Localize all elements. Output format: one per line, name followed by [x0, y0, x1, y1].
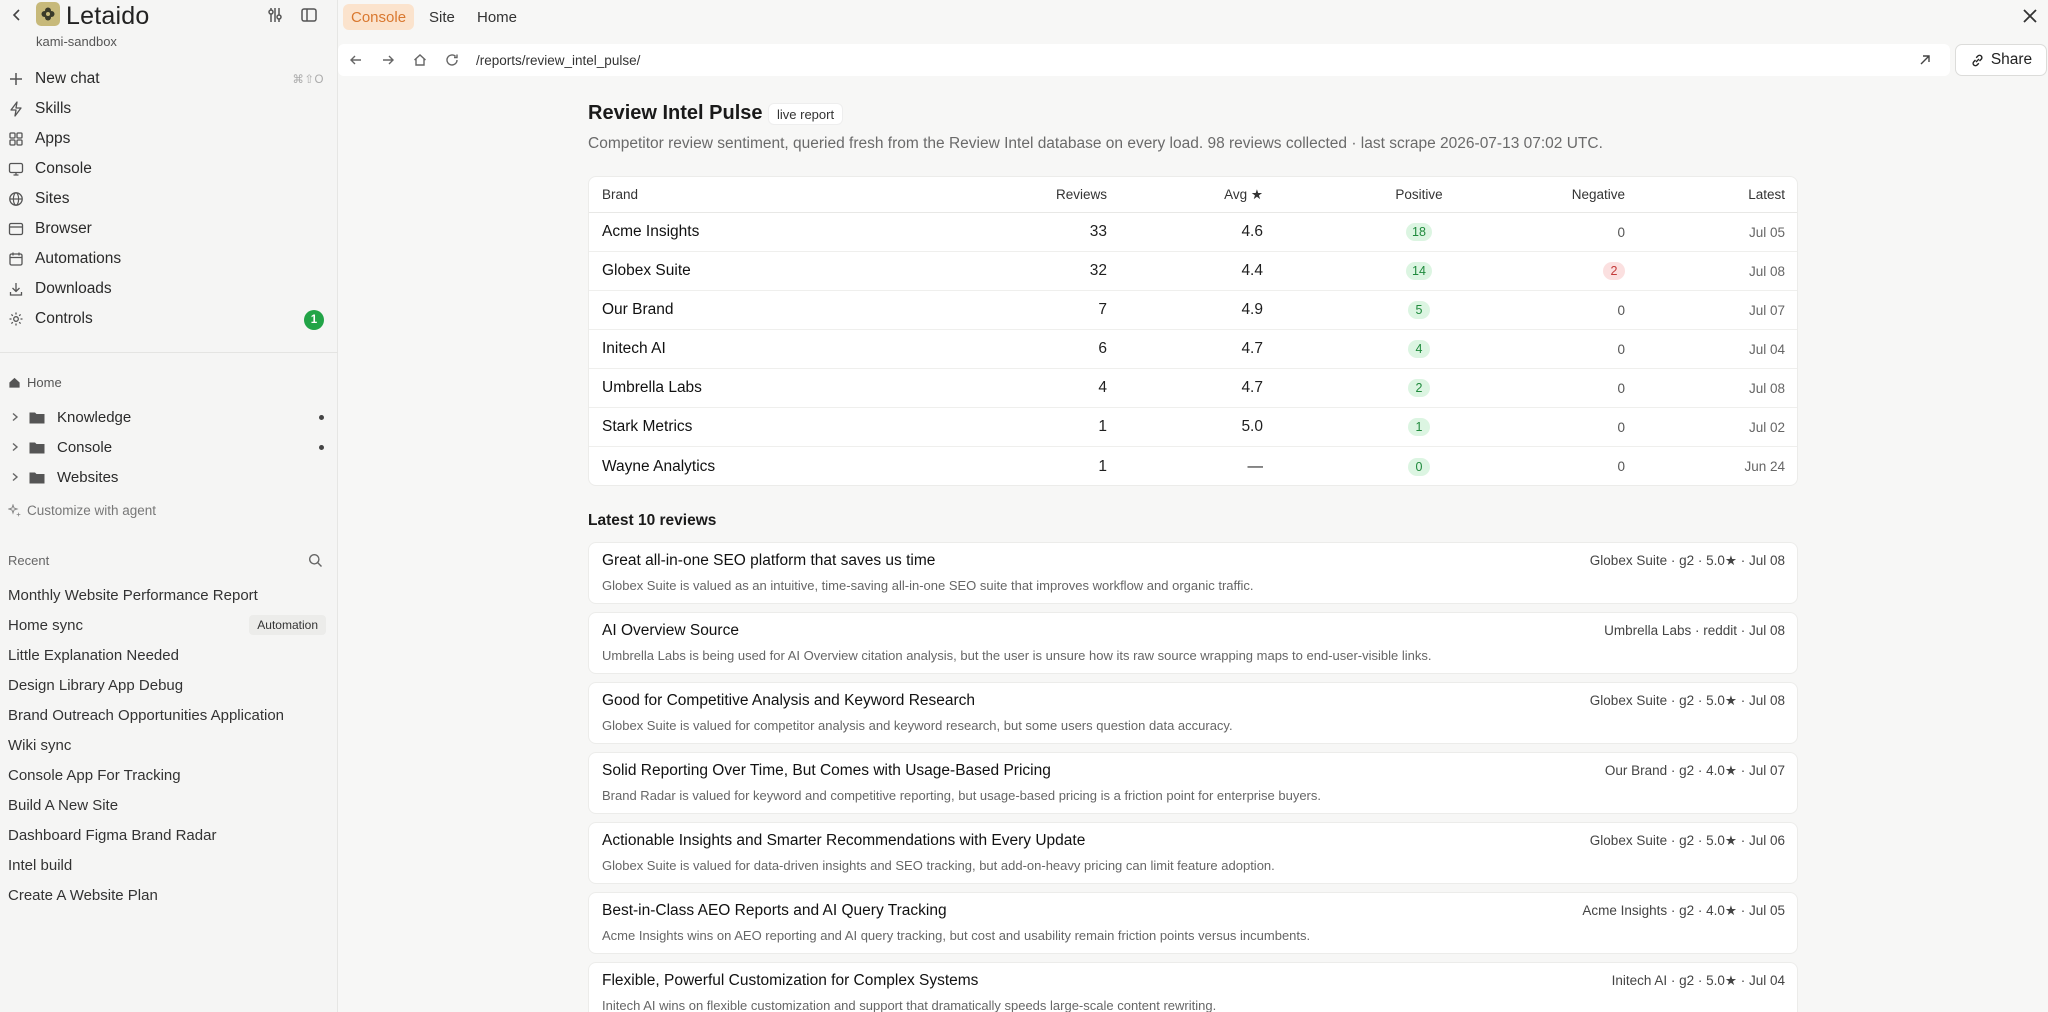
review-title: Best-in-Class AEO Reports and AI Query Tracking: [602, 902, 947, 919]
column-header-latest[interactable]: Latest: [1748, 187, 1785, 202]
sidebar-item-downloads[interactable]: [0, 274, 338, 304]
recent-heading: Recent: [8, 553, 50, 568]
review-summary: Umbrella Labs is being used for AI Overview citation analysis, but the user is unsure how its raw source wrapping maps to end-user-visible links.: [602, 648, 1432, 663]
forward-arrow-icon[interactable]: [380, 52, 396, 68]
home-label: Home: [27, 375, 62, 390]
review-summary: Acme Insights wins on AEO reporting and AI query tracking, but cost and usability remain friction points versus incumbents.: [602, 928, 1311, 943]
avg-cell: 5.0: [1241, 418, 1263, 435]
brand-table: [588, 176, 1798, 486]
sidebar-item-new-chat[interactable]: [0, 64, 338, 94]
sidebar-toggle-icon[interactable]: [300, 6, 318, 24]
reviews-cell: 4: [1098, 379, 1107, 396]
gear-icon: [8, 311, 24, 327]
home-icon: [8, 376, 21, 389]
negative-count: 0: [1617, 419, 1625, 435]
close-icon[interactable]: [2020, 6, 2040, 26]
avg-cell: 4.7: [1241, 340, 1263, 357]
positive-pill: 2: [1408, 379, 1430, 397]
positive-cell: [1379, 252, 1459, 290]
reviews-cell: 1: [1098, 418, 1107, 435]
tree-label: Websites: [57, 468, 119, 486]
tree-folder-knowledge[interactable]: [0, 402, 338, 432]
negative-cell: [1617, 369, 1625, 407]
review-summary: Initech AI wins on flexible customization and support that dramatically speeds large-scale content rewriting.: [602, 998, 1217, 1012]
calendar-icon: [8, 251, 24, 267]
recent-item-label: Dashboard Figma Brand Radar: [8, 826, 217, 844]
recent-item[interactable]: [0, 790, 338, 820]
negative-count: 0: [1617, 380, 1625, 396]
review-title: Good for Competitive Analysis and Keyword Research: [602, 692, 976, 709]
review-card[interactable]: [588, 542, 1798, 604]
latest-cell: Jun 24: [1744, 459, 1785, 474]
grid-icon: [8, 131, 24, 147]
column-header-reviews[interactable]: Reviews: [1055, 187, 1107, 202]
review-meta: Globex Suite · g2 · 5.0★ · Jul 08: [1589, 553, 1785, 568]
table-row[interactable]: [589, 369, 1797, 408]
latest-cell: Jul 08: [1748, 263, 1785, 279]
customize-label: Customize with agent: [27, 503, 157, 518]
negative-count: 0: [1617, 341, 1625, 357]
sidebar-item-browser[interactable]: [0, 214, 338, 244]
recent-item-label: Intel build: [8, 856, 73, 874]
brand-cell: Stark Metrics: [602, 418, 693, 435]
reviews-cell: 7: [1098, 301, 1107, 318]
review-summary: Globex Suite is valued for data-driven insights and SEO tracking, but add-on-heavy pricing can limit feature adoption.: [602, 858, 1275, 873]
recent-list: [0, 580, 338, 910]
table-row[interactable]: [589, 330, 1797, 369]
reviews-cell: 6: [1098, 340, 1107, 357]
review-card[interactable]: [588, 682, 1798, 744]
latest-cell: Jul 08: [1748, 380, 1785, 396]
sidebar-item-apps[interactable]: [0, 124, 338, 154]
reviews-cell: 33: [1089, 223, 1107, 240]
sidebar-item-label: Automations: [35, 250, 122, 267]
positive-pill: 0: [1408, 458, 1430, 476]
review-title: Solid Reporting Over Time, But Comes with Usage-Based Pricing: [602, 762, 1051, 779]
sidebar-item-label: Controls: [35, 310, 93, 327]
sidebar-item-automations[interactable]: [0, 244, 338, 274]
recent-item-label: Design Library App Debug: [8, 676, 184, 694]
negative-cell: [1617, 330, 1625, 368]
recent-item-label: Wiki sync: [8, 736, 72, 754]
sidebar-item-label: Browser: [35, 220, 92, 237]
review-card[interactable]: [588, 962, 1798, 1012]
tab-bar: [338, 0, 2048, 34]
review-card[interactable]: [588, 612, 1798, 674]
unsaved-dot: [319, 415, 324, 420]
positive-pill: 1: [1408, 418, 1430, 436]
latest-cell: Jul 07: [1748, 302, 1785, 318]
review-card[interactable]: [588, 822, 1798, 884]
recent-item[interactable]: [0, 670, 338, 700]
review-title: Flexible, Powerful Customization for Complex Systems: [602, 972, 979, 989]
negative-count: 0: [1617, 224, 1625, 240]
positive-pill: 18: [1406, 223, 1432, 241]
recent-item-label: Monthly Website Performance Report: [8, 586, 258, 604]
chevron-right-icon[interactable]: [10, 442, 20, 452]
sidebar-item-label: Downloads: [35, 280, 112, 297]
share-label: Share: [1990, 51, 2033, 68]
sidebar-item-label: Skills: [35, 100, 72, 117]
recent-item-label: Little Explanation Needed: [8, 646, 179, 664]
positive-cell: [1379, 330, 1459, 368]
bolt-icon: [8, 101, 24, 117]
download-icon: [8, 281, 24, 297]
recent-item[interactable]: [0, 610, 338, 640]
review-title: Great all-in-one SEO platform that saves us time: [602, 552, 936, 569]
tree-folder-console[interactable]: [0, 432, 338, 462]
automation-tag: Automation: [249, 615, 326, 635]
table-row[interactable]: [589, 291, 1797, 330]
unsaved-dot: [319, 445, 324, 450]
negative-cell: [1603, 252, 1625, 290]
globe-icon: [8, 191, 24, 207]
chevron-right-icon[interactable]: [10, 472, 20, 482]
positive-cell: [1379, 213, 1459, 251]
live-report-badge: live report: [768, 103, 843, 125]
review-summary: Globex Suite is valued for competitor analysis and keyword research, but some users question data accuracy.: [602, 718, 1233, 733]
positive-pill: 5: [1408, 301, 1430, 319]
tab-console[interactable]: Console: [343, 4, 414, 30]
positive-pill: 14: [1406, 262, 1432, 280]
sliders-icon[interactable]: [266, 6, 284, 24]
reviews-cell: 32: [1089, 262, 1107, 279]
sparkle-icon: [8, 504, 22, 518]
recent-item[interactable]: [0, 640, 338, 670]
notification-badge: 1: [304, 310, 324, 330]
chevron-left-icon[interactable]: [8, 6, 26, 24]
recent-item[interactable]: [0, 730, 338, 760]
home-icon[interactable]: [412, 52, 428, 68]
table-row[interactable]: [589, 213, 1797, 252]
positive-cell: [1379, 369, 1459, 407]
sidebar-item-skills[interactable]: [0, 94, 338, 124]
brand-cell: Wayne Analytics: [602, 457, 716, 475]
recent-item-label: Console App For Tracking: [8, 766, 181, 784]
review-card[interactable]: [588, 752, 1798, 814]
review-meta: Initech AI · g2 · 5.0★ · Jul 04: [1611, 973, 1785, 988]
recent-item-label: Build A New Site: [8, 796, 119, 814]
sidebar-item-label: Sites: [35, 190, 70, 207]
positive-cell: [1379, 291, 1459, 329]
recent-item-label: Home sync: [8, 616, 84, 634]
latest-reviews-heading: Latest 10 reviews: [588, 512, 717, 529]
column-header-positive[interactable]: Positive: [1395, 187, 1443, 202]
latest-cell: Jul 04: [1748, 341, 1785, 357]
tree-folder-websites[interactable]: [0, 462, 338, 492]
review-summary: Globex Suite is valued as an intuitive, time-saving all-in-one SEO suite that improves workflow and organic traffic.: [602, 578, 1254, 593]
sidebar-item-label: Console: [35, 160, 92, 177]
main-content: [338, 84, 2048, 1012]
review-card[interactable]: [588, 892, 1798, 954]
recent-item[interactable]: [0, 580, 338, 610]
url-text[interactable]: /reports/review_intel_pulse/: [476, 53, 641, 68]
tab-home[interactable]: Home: [477, 8, 518, 26]
negative-cell: [1617, 291, 1625, 329]
sidebar-item-sites[interactable]: [0, 184, 338, 214]
review-summary: Brand Radar is valued for keyword and competitive reporting, but usage-based pricing is a friction point for enterprise buyers.: [602, 788, 1321, 803]
recent-item[interactable]: [0, 880, 338, 910]
app-name: Letaido: [66, 2, 150, 30]
brand-cell: Initech AI: [602, 340, 666, 357]
folder-icon: [29, 471, 45, 484]
column-header-avg[interactable]: Avg ★: [1224, 186, 1263, 202]
avg-cell: 4.4: [1241, 262, 1263, 279]
positive-cell: [1379, 408, 1459, 446]
sidebar-item-label: Apps: [35, 130, 71, 147]
column-header-negative[interactable]: Negative: [1571, 187, 1625, 202]
positive-cell: [1379, 447, 1459, 486]
table-row[interactable]: [589, 408, 1797, 447]
customize-with-agent-button[interactable]: [8, 503, 156, 518]
sidebar-nav: [0, 64, 338, 334]
recent-item[interactable]: [0, 760, 338, 790]
back-arrow-icon[interactable]: [348, 52, 364, 68]
table-row[interactable]: [589, 252, 1797, 291]
chevron-right-icon[interactable]: [10, 412, 20, 422]
positive-pill: 4: [1408, 340, 1430, 358]
review-meta: Acme Insights · g2 · 4.0★ · Jul 05: [1582, 903, 1785, 918]
review-meta: Umbrella Labs · reddit · Jul 08: [1604, 623, 1785, 638]
column-header-brand[interactable]: Brand: [602, 187, 639, 202]
reload-icon[interactable]: [444, 52, 460, 68]
browser-icon: [8, 221, 24, 237]
tree-label: Knowledge: [57, 408, 132, 426]
negative-cell: [1617, 213, 1625, 251]
workspace-name[interactable]: kami-sandbox: [36, 34, 117, 49]
negative-count: 0: [1617, 302, 1625, 318]
review-title: AI Overview Source: [602, 622, 739, 639]
avg-cell: —: [1247, 457, 1263, 475]
avg-cell: 4.6: [1241, 223, 1263, 240]
tab-site[interactable]: Site: [429, 8, 455, 26]
url-field[interactable]: [338, 44, 1950, 76]
sidebar-divider: [0, 352, 338, 353]
page-title: Review Intel Pulse: [588, 102, 763, 124]
recent-item[interactable]: [0, 850, 338, 880]
negative-count: 0: [1617, 459, 1625, 474]
recent-item[interactable]: [0, 700, 338, 730]
shortcut-hint: ⌘⇧O: [292, 74, 324, 86]
avg-cell: 4.9: [1241, 301, 1263, 318]
sidebar: [0, 0, 338, 1012]
latest-cell: Jul 02: [1748, 419, 1785, 435]
table-row[interactable]: [589, 447, 1797, 486]
latest-cell: Jul 05: [1748, 224, 1785, 240]
monitor-icon: [8, 161, 24, 177]
open-external-icon[interactable]: [1918, 53, 1932, 67]
report-subtitle: Competitor review sentiment, queried fresh from the Review Intel database on every load. 98 reviews collected · last scrape 2026-07-13 07:02 UTC.: [588, 135, 1603, 152]
sidebar-item-controls[interactable]: [0, 304, 338, 334]
sidebar-header: [0, 0, 338, 56]
negative-cell: [1617, 447, 1625, 486]
review-meta: Globex Suite · g2 · 5.0★ · Jul 06: [1589, 833, 1785, 848]
review-meta: Our Brand · g2 · 4.0★ · Jul 07: [1604, 763, 1785, 778]
recent-item-label: Brand Outreach Opportunities Application: [8, 706, 284, 724]
folder-icon: [29, 441, 45, 454]
brand-cell: Umbrella Labs: [602, 379, 702, 396]
home-section-header[interactable]: [8, 375, 62, 390]
sidebar-item-label: New chat: [35, 70, 100, 87]
reviews-cell: 1: [1098, 457, 1107, 475]
address-bar: [338, 44, 2048, 76]
brand-cell: Acme Insights: [602, 223, 700, 240]
tree-label: Console: [57, 438, 113, 456]
sidebar-item-console[interactable]: [0, 154, 338, 184]
review-meta: Globex Suite · g2 · 5.0★ · Jul 08: [1589, 693, 1785, 708]
review-title: Actionable Insights and Smarter Recommendations with Every Update: [602, 832, 1086, 849]
review-list: [588, 542, 1798, 1012]
brand-cell: Globex Suite: [602, 262, 691, 279]
avg-cell: 4.7: [1241, 379, 1263, 396]
negative-pill: 2: [1603, 262, 1625, 280]
brand-cell: Our Brand: [602, 301, 674, 318]
app-logo: [36, 2, 60, 26]
link-icon: [1970, 53, 1985, 68]
folder-icon: [29, 411, 45, 424]
file-tree: [0, 402, 338, 492]
share-button[interactable]: [1955, 44, 2047, 76]
recent-item-label: Create A Website Plan: [8, 886, 158, 904]
search-icon[interactable]: [308, 553, 323, 568]
negative-cell: [1617, 408, 1625, 446]
table-header-row: [589, 177, 1797, 213]
recent-item[interactable]: [0, 820, 338, 850]
plus-icon: [8, 71, 24, 87]
